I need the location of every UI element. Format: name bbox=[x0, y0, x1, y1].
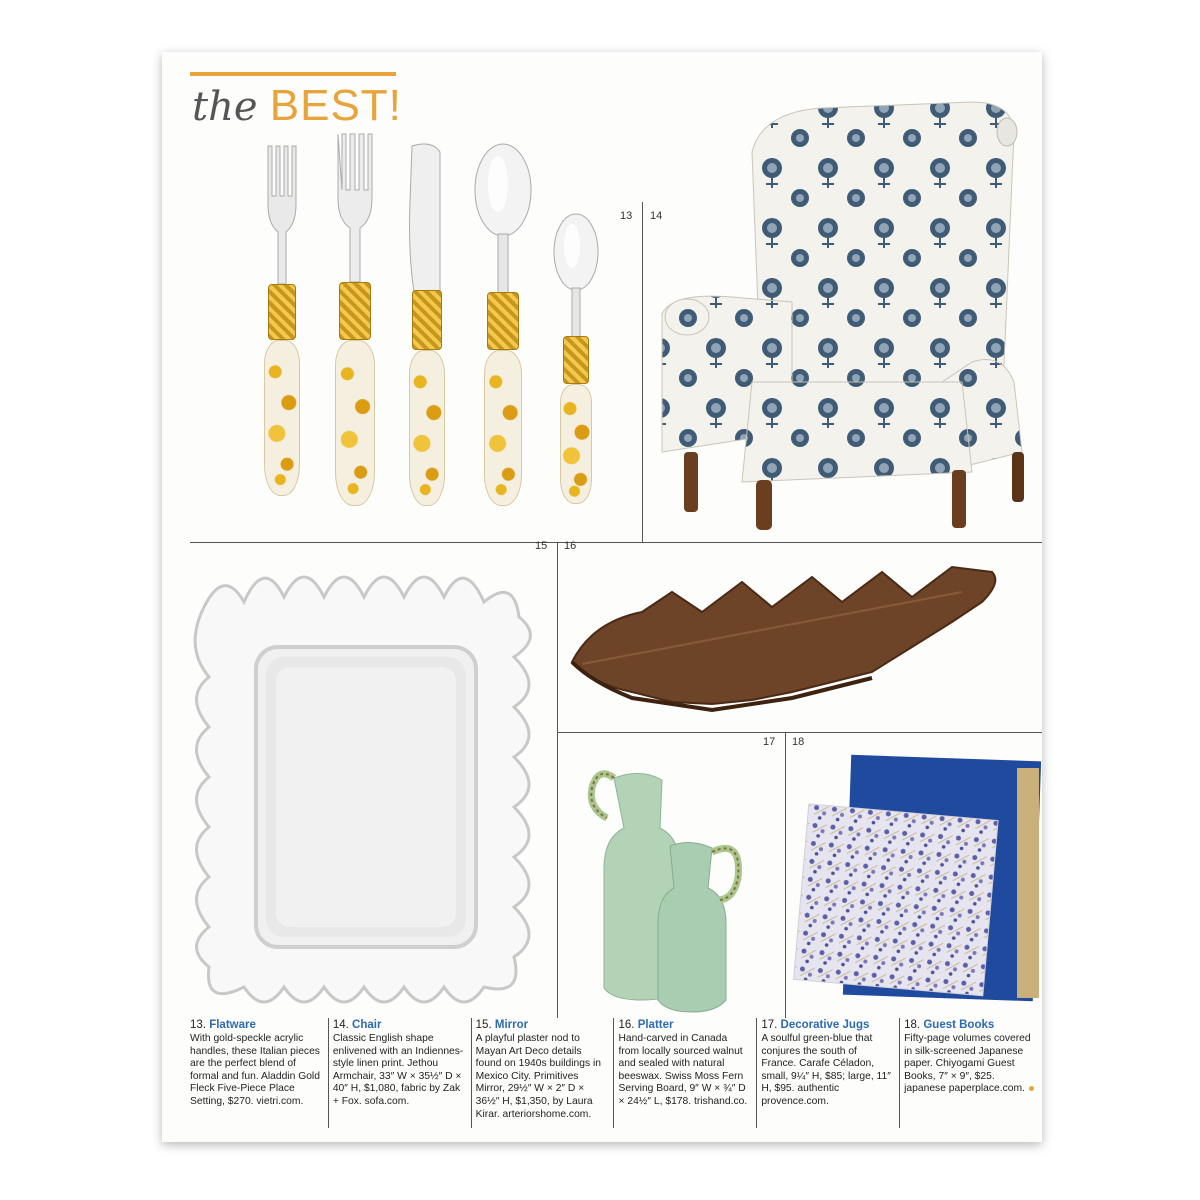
caption-body: Classic English shape enlivened with an Indiennes-style linen print. Jethou Armchair, 33″ W × 35½″ D × 40″ H, $1,080, fabric by Zak + Fox. sofa.com. bbox=[332, 1033, 464, 1107]
caption-title: Mirror bbox=[494, 1019, 529, 1031]
guest-books-photo bbox=[787, 738, 1042, 1018]
page-title-best: BEST! bbox=[269, 81, 402, 130]
salad-fork bbox=[252, 144, 312, 506]
caption-mirror bbox=[471, 1018, 614, 1128]
photo-number-18: 18 bbox=[792, 736, 805, 748]
mirror-photo bbox=[184, 547, 544, 1027]
caption-number: 16. bbox=[618, 1019, 635, 1031]
dinner-knife bbox=[402, 142, 452, 512]
photo-number-16: 16 bbox=[564, 540, 577, 552]
photo-number-13: 13 bbox=[620, 210, 633, 222]
flatware-photo bbox=[252, 132, 622, 562]
page-title-the: the bbox=[192, 84, 258, 130]
caption-number: 15. bbox=[475, 1019, 492, 1031]
caption-chair bbox=[328, 1018, 471, 1128]
dinner-fork bbox=[324, 132, 386, 512]
photo-number-14: 14 bbox=[650, 210, 663, 222]
caption-platter bbox=[613, 1018, 756, 1128]
caption-title: Platter bbox=[637, 1019, 674, 1031]
caption-guest-books bbox=[899, 1018, 1042, 1128]
magazine-page bbox=[162, 52, 1042, 1142]
header-rule bbox=[190, 72, 396, 76]
caption-body: With gold-speckle acrylic handles, these Italian pieces are the perfect blend of formal and fun. Aladdin Gold Fleck Five-Piece Place Setting, $270. vietri.com. bbox=[190, 1033, 320, 1107]
decorative-jugs-photo bbox=[562, 738, 782, 1018]
caption-number: 13. bbox=[190, 1019, 206, 1031]
caption-title: Chair bbox=[352, 1019, 382, 1031]
caption-flatware bbox=[190, 1018, 328, 1128]
teaspoon bbox=[548, 212, 604, 512]
photo-number-17: 17 bbox=[763, 736, 776, 748]
armchair-photo bbox=[642, 92, 1042, 532]
caption-decorative-jugs bbox=[756, 1018, 899, 1128]
caption-body: Hand-carved in Canada from locally sourced walnut and sealed with natural beeswax. Swiss Moss Fern Serving Board, 9″ W × ¾″ D × 24½″ L, $178. trishand.co. bbox=[618, 1033, 748, 1107]
platter-photo bbox=[562, 552, 1042, 722]
caption-number: 14. bbox=[332, 1019, 349, 1031]
caption-title: Flatware bbox=[209, 1019, 256, 1031]
captions-row bbox=[190, 1018, 1042, 1128]
caption-body: A playful plaster nod to Mayan Art Deco details found on 1940s buildings in Mexico City. Primitives Mirror, 29½″ W × 2″ D × 36½″ H, $1,350, by Laura Kirar. arteriorshome.com. bbox=[475, 1033, 602, 1120]
end-mark-dot bbox=[1029, 1086, 1034, 1091]
divider-17-18 bbox=[785, 732, 786, 1018]
photo-number-15: 15 bbox=[535, 540, 548, 552]
divider-16-17 bbox=[557, 732, 1042, 733]
caption-body: A soulful green-blue that conjures the south of France. Carafe Céladon, small, 9¼″ H, $85; large, 11″ H, $95. authentic provence.com. bbox=[761, 1033, 891, 1107]
caption-title: Decorative Jugs bbox=[780, 1019, 870, 1031]
caption-body: Fifty-page volumes covered in silk-screened Japanese paper. Chiyogami Guest Books, 7″ × 9″, $25. japanese paperplace.com. bbox=[904, 1033, 1031, 1095]
page-title bbox=[192, 80, 402, 133]
divider-15-16 bbox=[557, 542, 558, 1018]
caption-number: 18. bbox=[904, 1019, 921, 1031]
caption-title: Guest Books bbox=[923, 1019, 995, 1031]
caption-number: 17. bbox=[761, 1019, 778, 1031]
soup-spoon bbox=[470, 142, 536, 512]
